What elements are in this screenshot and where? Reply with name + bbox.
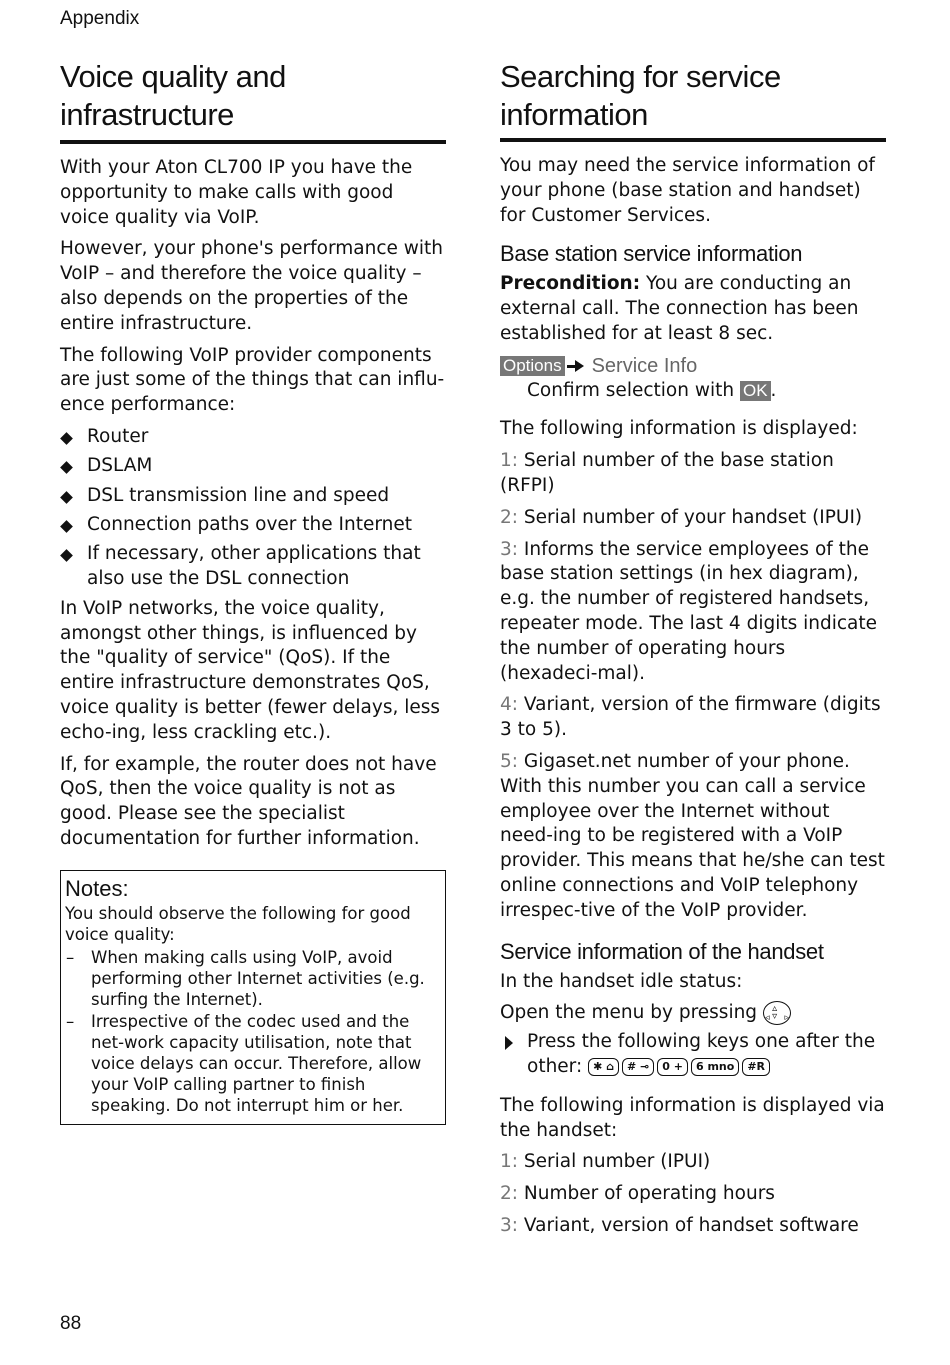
precondition: Precondition: You are conducting an external call. The connection has been established for at least 8 sec.: [500, 273, 859, 344]
list-item: DSLAM: [60, 454, 446, 479]
paragraph: If, for example, the router does not have QoS, then the voice quality is not as good. Please see the specialist documentation for further information.: [60, 753, 437, 849]
arrow-right-icon: [575, 360, 584, 372]
paragraph: The following information is displayed via the handset:: [500, 1094, 885, 1141]
paragraph: The following information is displayed:: [500, 418, 858, 440]
subheading-base-station: Base station service information: [500, 241, 803, 267]
paragraph: The following VoIP provider components are just some of the things that can influ-ence performance:: [60, 344, 445, 416]
list-item: 3: Variant, version of handset software: [500, 1214, 859, 1236]
paragraph: However, your phone's performance with VoIP – and therefore the voice quality – also depends on the properties of the entire infrastructure.: [60, 238, 444, 334]
handset-info-list: [500, 1150, 886, 1238]
hash-r-key-icon: #R: [742, 1058, 770, 1076]
paragraph: In VoIP networks, the voice quality, amongst other things, is influenced by the "quality of service" (QoS). If the entire infrastructure demonstrates QoS, voice quality is better (fewer delays, less echo-ing, less crackling etc.).: [60, 597, 441, 743]
list-item: 2: Serial number of your handset (IPUI): [500, 506, 863, 528]
notes-intro: You should observe the following for good voice quality:: [65, 903, 411, 944]
options-softkey: Options: [500, 356, 565, 376]
notes-item: – Irrespective of the codec used and the net-work capacity utilisation, note that voice delays can occur. Therefore, allow your VoIP calling partner to finish speaking. Do not interrupt him or her.: [66, 1011, 422, 1115]
list-item: DSL transmission line and speed: [60, 484, 446, 509]
notes-box: [60, 870, 446, 1125]
section-title-service-info: Searching for service information: [500, 59, 781, 132]
list-item: 4: Variant, version of the firmware (digits 3 to 5).: [500, 694, 881, 741]
list-item: 5: Gigaset.net number of your phone. With this number you can call a service employee over the Internet without need-ing to be registered with a VoIP provider. This means that he/she can test online connections and VoIP telephony irrespec-tive of the VoIP provider.: [500, 750, 885, 921]
ok-softkey: OK: [740, 381, 771, 401]
press-keys-step: [500, 1030, 886, 1080]
notes-title: Notes:: [65, 875, 129, 901]
page-number: 88: [60, 1313, 82, 1334]
six-key-icon: 6 mno: [691, 1058, 739, 1076]
diamond-bullet-icon: [60, 520, 73, 533]
list-item: If necessary, other applications that also use the DSL connection: [60, 542, 446, 592]
paragraph: In the handset idle status:: [500, 970, 743, 992]
confirm-instruction: Confirm selection with OK .: [527, 379, 777, 401]
list-item: Router: [60, 425, 446, 450]
list-item: 3: Informs the service employees of the base station settings (in hex diagram), e.g. the number of registered handsets, repeater mode. The last 4 digits indicate the number of operating hours (hexadeci-mal).: [500, 538, 878, 684]
press-keys-text: Press the following keys one after the other: ✱ ⌂ # ⊸ 0 + 6 mno #R: [527, 1031, 876, 1077]
star-key-icon: ✱ ⌂: [588, 1058, 619, 1076]
section-title-voice-quality: Voice quality and infrastructure: [60, 58, 446, 144]
diamond-bullet-icon: [60, 491, 73, 504]
diamond-bullet-icon: [60, 432, 73, 445]
hash-key-icon: # ⊸: [622, 1058, 654, 1076]
notes-item: – When making calls using VoIP, avoid performing other Internet activities (e.g. surfing the Internet).: [66, 947, 425, 1009]
open-menu-instruction: Open the menu by pressing ▵ ◃ ▹ ▿: [500, 1001, 886, 1026]
running-header: Appendix: [60, 8, 140, 29]
list-item: Connection paths over the Internet: [60, 513, 446, 538]
diamond-bullet-icon: [60, 549, 73, 562]
list-item: 1: Serial number (IPUI): [500, 1151, 711, 1173]
list-item: 2: Number of operating hours: [500, 1183, 775, 1205]
zero-key-icon: 0 +: [657, 1058, 688, 1076]
right-column: [500, 58, 886, 1246]
paragraph: You may need the service information of your phone (base station and handset) for Customer Services.: [500, 155, 875, 226]
step-arrow-icon: [505, 1036, 513, 1050]
navigation-key-icon: ▵ ◃ ▹ ▿: [763, 1001, 791, 1025]
diamond-bullet-icon: [60, 461, 73, 474]
paragraph: With your Aton CL700 IP you have the opportunity to make calls with good voice quality via VoIP.: [60, 157, 413, 228]
dash-bullet: –: [66, 947, 75, 967]
menu-path: [500, 354, 886, 379]
menu-item-service-info: Service Info: [591, 354, 698, 377]
dash-bullet: –: [66, 1011, 75, 1031]
list-item: 1: Serial number of the base station (RFPI): [500, 450, 834, 496]
component-list: [60, 425, 446, 592]
left-column: [60, 58, 446, 1125]
subheading-handset: Service information of the handset: [500, 938, 824, 964]
base-info-list: [500, 449, 886, 923]
